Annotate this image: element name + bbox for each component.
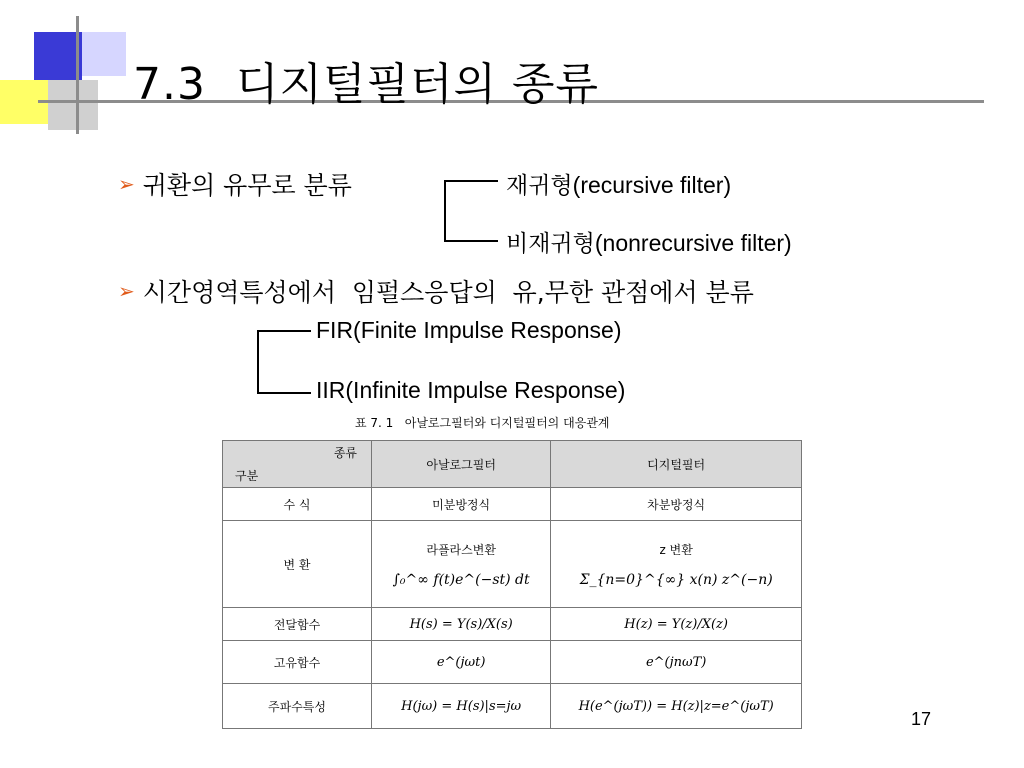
slide-title: 7.3 디지털필터의 종류 [133, 59, 599, 110]
laplace-integral: ∫₀^∞ f(t)e^(−st) dt [392, 571, 530, 588]
bracket-2 [257, 330, 311, 394]
analog-cell [372, 521, 551, 608]
arrow-bullet-icon: ➢ [118, 172, 135, 196]
bracket-1 [444, 180, 498, 242]
table-row [223, 521, 802, 608]
arrow-bullet-icon: ➢ [118, 279, 135, 303]
table-header-row [223, 441, 802, 488]
bullet-2-sub-1: FIR(Finite Impulse Response) [316, 317, 622, 343]
col-header-analog: 아날로그필터 [372, 441, 551, 488]
digital-cell: H(z) = Y(z)/X(z) [551, 608, 802, 641]
row-label: 변 환 [223, 521, 372, 608]
row-label: 전달함수 [223, 608, 372, 641]
table-corner-cell [223, 441, 372, 488]
analog-cell: H(s) = Y(s)/X(s) [372, 608, 551, 641]
table-caption: 표 7. 1 아날로그필터와 디지털필터의 대응관계 [355, 416, 610, 430]
ornament-vertical-line [76, 16, 79, 134]
ornament-blue-square [34, 32, 82, 80]
row-label: 고유함수 [223, 641, 372, 684]
row-label: 주파수특성 [223, 684, 372, 729]
comparison-table [222, 440, 802, 729]
bullet-1-sub-2: 비재귀형(nonrecursive filter) [506, 230, 792, 256]
digital-cell: e^(jnωT) [551, 641, 802, 684]
col-header-digital: 디지털필터 [551, 441, 802, 488]
corner-top-label: 종류 [333, 446, 357, 460]
row-label: 수 식 [223, 488, 372, 521]
analog-cell: H(jω) = H(s)|s=jω [372, 684, 551, 729]
bullet-1-sub-1: 재귀형(recursive filter) [506, 172, 732, 198]
table-row [223, 641, 802, 684]
bullet-1-text: 귀환의 유무로 분류 [142, 171, 352, 200]
digital-cell [551, 521, 802, 608]
z-transform-sum: Σ_{n=0}^{∞} x(n) z^(−n) [579, 571, 773, 588]
table-row [223, 684, 802, 729]
analog-cell: 미분방정식 [372, 488, 551, 521]
table-row [223, 488, 802, 521]
ornament-gray-square [48, 80, 98, 130]
analog-transform-name: 라플라스변환 [426, 542, 496, 557]
page-number: 17 [911, 709, 932, 729]
ornament-lightblue-square [82, 32, 126, 76]
bullet-1 [118, 166, 352, 202]
bullet-2 [118, 273, 754, 309]
table-row [223, 608, 802, 641]
corner-bottom-label: 구분 [235, 469, 259, 483]
digital-cell: 차분방정식 [551, 488, 802, 521]
bullet-2-sub-2: IIR(Infinite Impulse Response) [316, 377, 626, 403]
digital-transform-name: z 변환 [659, 542, 693, 557]
bullet-2-text: 시간영역특성에서 임펄스응답의 유,무한 관점에서 분류 [142, 278, 754, 307]
analog-cell: e^(jωt) [372, 641, 551, 684]
digital-cell: H(e^(jωT)) = H(z)|z=e^(jωT) [551, 684, 802, 729]
